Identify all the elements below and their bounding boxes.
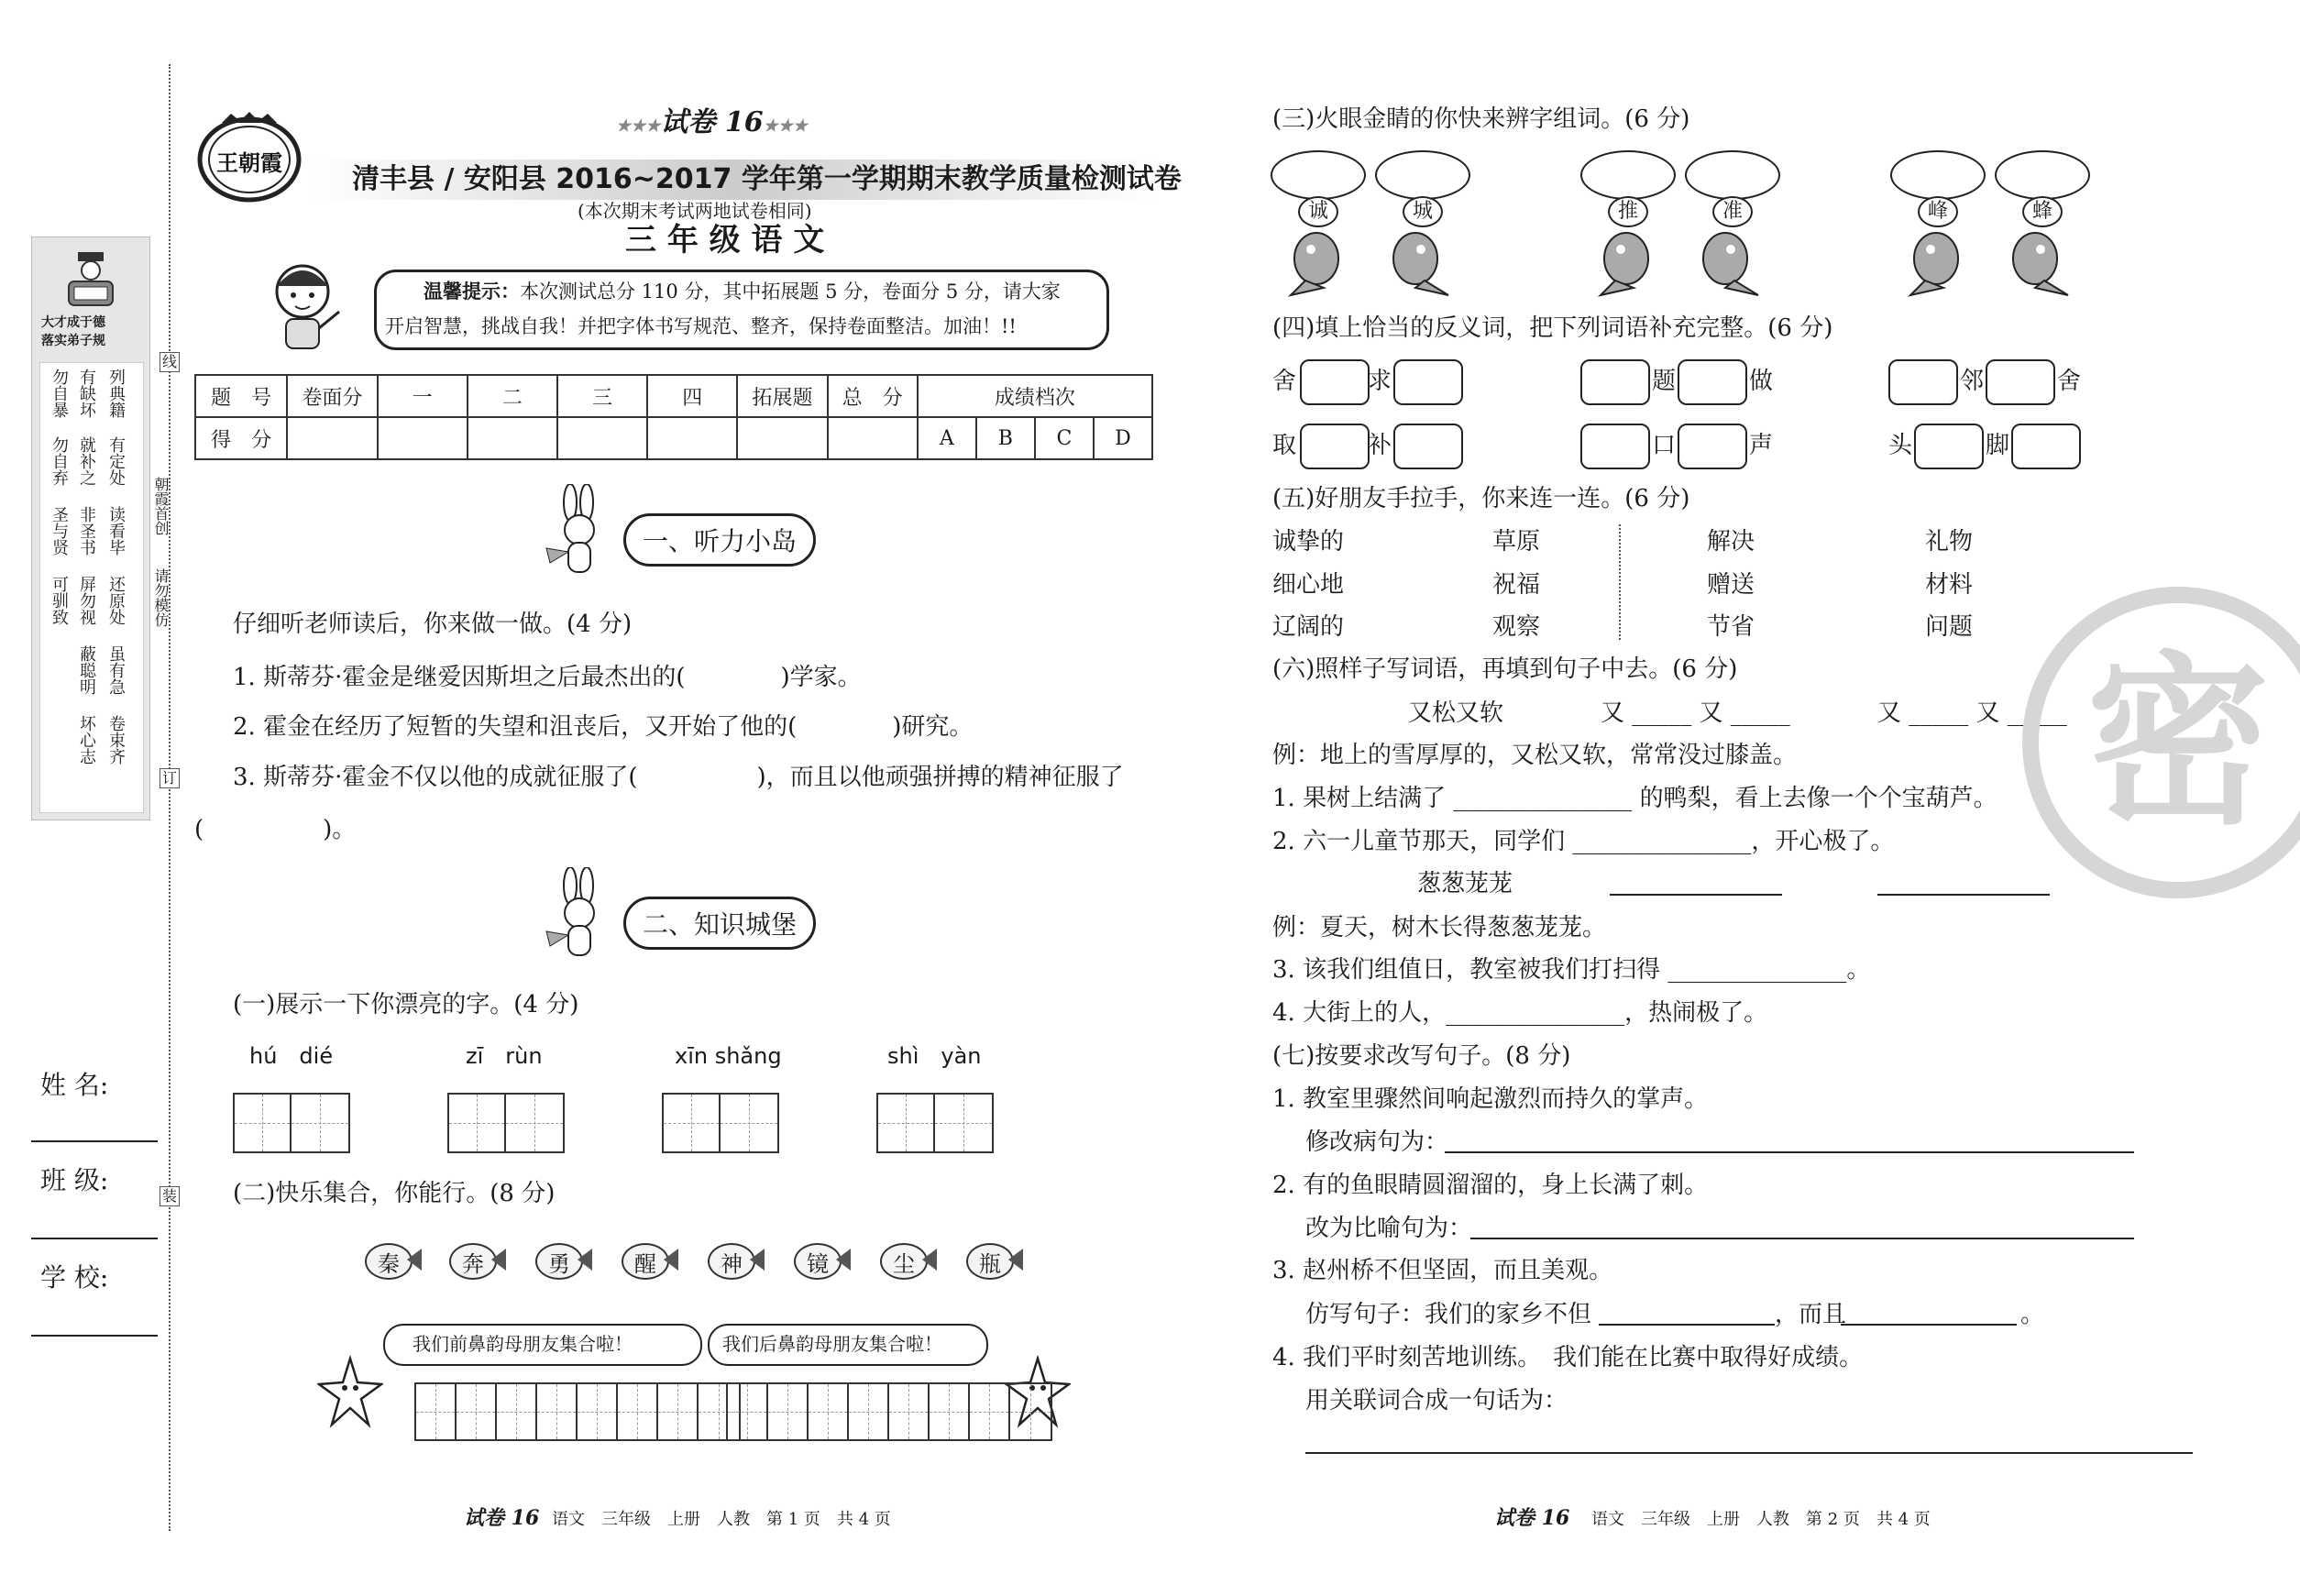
section-title-2: 二、知识城堡 — [623, 897, 816, 950]
p3-s7: (七)按要求改写句子。(8 分) — [1272, 1042, 1571, 1070]
score-header-cell: 拓展题 — [737, 375, 827, 417]
score-header-cell: 卷面分 — [287, 375, 377, 417]
fish-card — [618, 1241, 678, 1278]
rewrite-2: 2. 有的鱼眼睛圆溜溜的，身上长满了刺。 — [1272, 1172, 1709, 1199]
ex2-word: 葱葱茏茏 — [1417, 870, 1513, 897]
match-item[interactable]: 解决 — [1707, 528, 1755, 556]
antonym-box[interactable] — [1580, 359, 1650, 405]
match-item[interactable]: 节省 — [1707, 613, 1755, 641]
rabbit-mascot-icon — [543, 867, 616, 968]
grade-cell[interactable]: B — [976, 417, 1035, 459]
ex1-q2[interactable]: 2. 六一儿童节那天，同学们 _______________，开心极了。 — [1272, 828, 1895, 855]
verse-col: 列典籍 — [106, 369, 126, 418]
fish-pair-icon — [1898, 227, 2081, 297]
p1-q3a: 3. 斯蒂芬·霍金不仅以他的成就征服了( )，而且以他顽强拼搏的精神征服了 — [233, 764, 1124, 791]
ant-char: 做 — [1749, 368, 1774, 395]
logo-text — [216, 149, 282, 176]
starfish-icon — [317, 1355, 383, 1428]
tip-line-1 — [424, 277, 1061, 306]
watermark-seal — [2022, 587, 2300, 898]
footer-left-series: 试卷 16 — [464, 1506, 540, 1530]
sidebar-verse-area — [39, 362, 144, 813]
scholar-icon — [65, 250, 116, 309]
pinyin-label: shì yàn — [887, 1043, 982, 1069]
cloud-text-2: 我们后鼻韵母朋友集合啦！ — [722, 1333, 942, 1355]
word-oval[interactable] — [1375, 150, 1470, 200]
answer-grid-back[interactable] — [726, 1382, 1052, 1441]
p2-s1: (一)展示一下你漂亮的字。(4 分) — [233, 991, 579, 1018]
section-title-1: 一、听力小岛 — [623, 513, 816, 567]
fish-char: 尘 — [880, 1243, 928, 1280]
fish-card — [532, 1241, 592, 1278]
verse-col: 非圣书 — [77, 506, 96, 556]
pair-char: 峰 — [1918, 196, 1958, 227]
score-input-cell[interactable] — [647, 417, 737, 459]
ex2-blank[interactable] — [1610, 894, 1782, 896]
fish-card — [790, 1241, 851, 1278]
ant-char: 取 — [1272, 432, 1297, 459]
verse-col: 勿自暴 — [50, 369, 69, 418]
match-item[interactable]: 材料 — [1925, 571, 1974, 599]
score-input-cell[interactable] — [828, 417, 918, 459]
p1-q1: 1. 斯蒂芬·霍金是继爱因斯坦之后最杰出的( )学家。 — [233, 664, 862, 691]
verse-col: 卷束齐 — [106, 715, 126, 765]
antonym-box[interactable] — [1888, 359, 1958, 405]
fish-char: 勇 — [535, 1243, 583, 1280]
score-row-label: 得 分 — [195, 417, 287, 459]
score-input-cell[interactable] — [378, 417, 468, 459]
tip-line-2: 开启智慧，挑战自我！并把字体书写规范、整齐，保持卷面整洁。加油！!! — [385, 315, 1017, 337]
fish-card — [446, 1241, 506, 1278]
rewrite-1: 1. 教室里骤然间响起激烈而持久的掌声。 — [1272, 1085, 1709, 1113]
score-header-cell: 一 — [378, 375, 468, 417]
rewrite-4-task: 用关联词合成一句话为： — [1305, 1387, 1568, 1414]
match-item[interactable]: 草原 — [1492, 528, 1541, 556]
word-oval[interactable] — [1685, 150, 1780, 200]
girl-mascot-icon — [260, 255, 352, 356]
score-input-cell[interactable] — [468, 417, 557, 459]
ex2-q3[interactable]: 3. 该我们组值日，教室被我们打扫得 _______________。 — [1272, 956, 1871, 984]
antonym-box[interactable] — [1986, 359, 2055, 405]
rewrite-3-answer-b[interactable] — [1841, 1324, 2017, 1326]
sidebar-motto-2: 落实弟子规 — [41, 334, 105, 348]
word-oval[interactable] — [1890, 150, 1986, 200]
p1-q3b: ( )。 — [194, 816, 357, 843]
p1-instruction: 仔细听老师读后，你来做一做。(4 分) — [233, 611, 633, 638]
rewrite-2-answer-line[interactable] — [1470, 1238, 2134, 1239]
fish-pair-icon — [1588, 227, 1771, 297]
rewrite-3: 3. 赵州桥不但坚固，而且美观。 — [1272, 1257, 1613, 1284]
rewrite-1-answer-line[interactable] — [1445, 1151, 2134, 1153]
school-input-line[interactable] — [31, 1335, 158, 1337]
footer-left-info: 语文 三年级 上册 人教 第 1 页 共 4 页 — [552, 1510, 891, 1529]
antonym-box[interactable] — [1300, 424, 1370, 469]
rewrite-3-task-b: ，而且 — [1775, 1301, 1847, 1328]
match-item[interactable]: 礼物 — [1925, 528, 1974, 556]
ant-char: 头 — [1888, 432, 1913, 459]
fish-card — [361, 1241, 422, 1278]
grade-cell[interactable]: C — [1035, 417, 1094, 459]
verse-col: 蔽聪明 — [77, 645, 96, 695]
match-divider — [1619, 524, 1621, 640]
p3-s5: (五)好朋友手拉手，你来连一连。(6 分) — [1272, 485, 1690, 512]
score-input-cell[interactable] — [287, 417, 377, 459]
p3-s4: (四)填上恰当的反义词，把下列词语补充完整。(6 分) — [1272, 314, 1833, 342]
side-note-2: 请勿模仿 — [152, 568, 170, 627]
verse-col: 有定处 — [106, 436, 126, 486]
antonym-box[interactable] — [1393, 359, 1463, 405]
writing-grid[interactable] — [447, 1093, 565, 1153]
fish-card — [876, 1241, 937, 1278]
word-oval[interactable] — [1271, 150, 1366, 200]
p1-q2: 2. 霍金在经历了短暂的失望和沮丧后，又开始了他的( )研究。 — [233, 713, 974, 741]
fish-card — [963, 1241, 1023, 1278]
brand-logo — [194, 112, 304, 204]
series-badge: ★★★试卷 16★★★ — [616, 106, 809, 138]
verse-col: 虽有急 — [106, 645, 126, 695]
ant-char: 求 — [1368, 368, 1392, 395]
word-oval[interactable] — [1995, 150, 2090, 200]
fish-char: 镜 — [794, 1243, 842, 1280]
pinyin-label: xīn shǎng — [675, 1043, 782, 1069]
verse-col: 可驯致 — [50, 576, 69, 625]
score-input-cell[interactable] — [737, 417, 827, 459]
ex1-blank-b[interactable]: 又 _____ 又 _____ — [1877, 699, 2067, 727]
match-item[interactable]: 诚挚的 — [1272, 528, 1345, 556]
fish-pair-icon — [1278, 227, 1461, 297]
sidebar-motto-1: 大才成于德 — [41, 315, 105, 330]
subject-title: 三 年 级 语 文 — [625, 222, 825, 259]
verse-col: 有缺坏 — [77, 369, 96, 418]
tip-label: 温馨提示： — [424, 280, 520, 303]
rewrite-3-end: 。 — [2020, 1301, 2045, 1328]
verse-col: 勿自弃 — [50, 436, 69, 486]
grade-cell[interactable]: D — [1094, 417, 1152, 459]
score-header-cell: 四 — [647, 375, 737, 417]
footer-right-series: 试卷 16 — [1494, 1506, 1570, 1530]
fish-char: 奔 — [449, 1243, 497, 1280]
fish-char: 醒 — [622, 1243, 669, 1280]
binding-line — [169, 64, 171, 1531]
side-note-1: 朝霞首创 — [152, 477, 170, 535]
watermark-text: 密 — [2085, 634, 2270, 850]
ex1-blank-a[interactable]: 又 _____ 又 _____ — [1601, 699, 1790, 727]
rewrite-3-answer-a[interactable] — [1599, 1324, 1775, 1326]
name-input-line[interactable] — [31, 1140, 158, 1142]
ant-char: 舍 — [1272, 368, 1297, 395]
antonym-box[interactable] — [1580, 424, 1650, 469]
p3-s6: (六)照样子写词语，再填到句子中去。(6 分) — [1272, 655, 1738, 683]
sidebar-motto-panel — [31, 237, 150, 820]
verse-col: 还原处 — [106, 576, 126, 625]
pair-char: 城 — [1403, 196, 1443, 227]
writing-grid[interactable] — [876, 1093, 994, 1153]
score-table — [194, 374, 1153, 460]
seal-mark: 装 — [160, 1186, 180, 1206]
svg-text:王朝霞: 王朝霞 — [216, 149, 282, 176]
cloud-text-1: 我们前鼻韵母朋友集合啦！ — [413, 1333, 633, 1355]
rewrite-4-answer-line[interactable] — [1305, 1452, 2193, 1454]
score-header-cell: 题 号 — [195, 375, 287, 417]
writing-grid[interactable] — [233, 1093, 350, 1153]
rewrite-2-task: 改为比喻句为： — [1305, 1215, 1473, 1242]
pair-char: 蜂 — [2022, 196, 2063, 227]
score-header-cell: 成绩档次 — [918, 375, 1152, 417]
match-item[interactable]: 细心地 — [1272, 571, 1345, 599]
school-label: 学 校: — [40, 1262, 109, 1293]
pinyin-label: zī rùn — [466, 1043, 543, 1069]
rabbit-mascot-icon — [543, 484, 616, 585]
series-label: 试卷 16 — [660, 106, 764, 138]
ex2-blank[interactable] — [1877, 894, 2050, 896]
exam-subtitle: (本次期末考试两地试卷相同) — [578, 200, 812, 222]
seal-mark: 线 — [160, 352, 180, 372]
exam-title: 清丰县 / 安阳县 2016~2017 学年第一学期期末教学质量检测试卷 — [352, 163, 1182, 195]
p2-s2: (二)快乐集合，你能行。(8 分) — [233, 1180, 556, 1207]
antonym-box[interactable] — [1914, 424, 1984, 469]
rewrite-4: 4. 我们平时刻苦地训练。 我们能在比赛中取得好成绩。 — [1272, 1344, 1864, 1371]
score-input-cell[interactable] — [557, 417, 647, 459]
verse-col: 屏勿视 — [77, 576, 96, 625]
ex1-q1[interactable]: 1. 果树上结满了 _______________ 的鸭梨，看上去像一个个宝葫芦。 — [1272, 785, 1997, 812]
ant-char: 声 — [1749, 432, 1774, 459]
verse-col: 读看毕 — [106, 506, 126, 556]
class-label: 班 级: — [40, 1165, 109, 1195]
ex1-word: 又松又软 — [1408, 699, 1504, 727]
match-item[interactable]: 观察 — [1492, 613, 1541, 641]
ant-char: 补 — [1368, 432, 1392, 459]
seal-mark: 订 — [160, 768, 180, 788]
fish-char: 秦 — [365, 1243, 413, 1280]
rewrite-1-task: 修改病句为： — [1305, 1128, 1449, 1156]
score-header-cell: 三 — [557, 375, 647, 417]
match-item[interactable]: 辽阔的 — [1272, 613, 1345, 641]
ant-char: 脚 — [1986, 432, 2010, 459]
ant-char: 题 — [1652, 368, 1677, 395]
ex2-example: 例：夏天，树木长得葱葱茏茏。 — [1272, 914, 1607, 941]
name-label: 姓 名: — [40, 1070, 109, 1100]
word-oval[interactable] — [1580, 150, 1676, 200]
antonym-box[interactable] — [1393, 424, 1463, 469]
match-item[interactable]: 赠送 — [1707, 571, 1755, 599]
verse-col: 圣与贤 — [50, 506, 69, 556]
answer-grid-front[interactable] — [414, 1382, 741, 1441]
rewrite-3-task-a: 仿写句子：我们的家乡不但 — [1305, 1301, 1592, 1328]
verse-col: 坏心志 — [77, 715, 96, 765]
score-header-cell: 二 — [468, 375, 557, 417]
score-header-cell: 总 分 — [828, 375, 918, 417]
grade-cell[interactable]: A — [918, 417, 976, 459]
pinyin-label: hú dié — [249, 1043, 334, 1069]
pair-char: 准 — [1712, 196, 1753, 227]
writing-grid[interactable] — [662, 1093, 779, 1153]
p3-s3: (三)火眼金睛的你快来辨字组词。(6 分) — [1272, 105, 1690, 133]
ant-char: 口 — [1652, 432, 1677, 459]
fish-char: 瓶 — [966, 1243, 1014, 1280]
antonym-box[interactable] — [1678, 359, 1747, 405]
fish-card — [704, 1241, 765, 1278]
class-input-line[interactable] — [31, 1238, 158, 1239]
antonym-box[interactable] — [2011, 424, 2081, 469]
pair-char: 推 — [1608, 196, 1648, 227]
ex1-example: 例：地上的雪厚厚的，又松又软，常常没过膝盖。 — [1272, 742, 1798, 769]
ant-char: 舍 — [2057, 368, 2082, 395]
match-item[interactable]: 祝福 — [1492, 571, 1541, 599]
antonym-box[interactable] — [1300, 359, 1370, 405]
fish-char: 神 — [708, 1243, 755, 1280]
footer-right-info: 语文 三年级 上册 人教 第 2 页 共 4 页 — [1591, 1510, 1931, 1529]
ant-char: 邻 — [1960, 368, 1985, 395]
verse-col: 就补之 — [77, 436, 96, 486]
match-item[interactable]: 问题 — [1925, 613, 1974, 641]
tip-text-1: 本次测试总分 110 分，其中拓展题 5 分，卷面分 5 分，请大家 — [520, 281, 1061, 303]
antonym-box[interactable] — [1678, 424, 1747, 469]
pair-char: 诚 — [1298, 196, 1338, 227]
ex2-q4[interactable]: 4. 大街上的人，_______________，热闹极了。 — [1272, 999, 1768, 1027]
